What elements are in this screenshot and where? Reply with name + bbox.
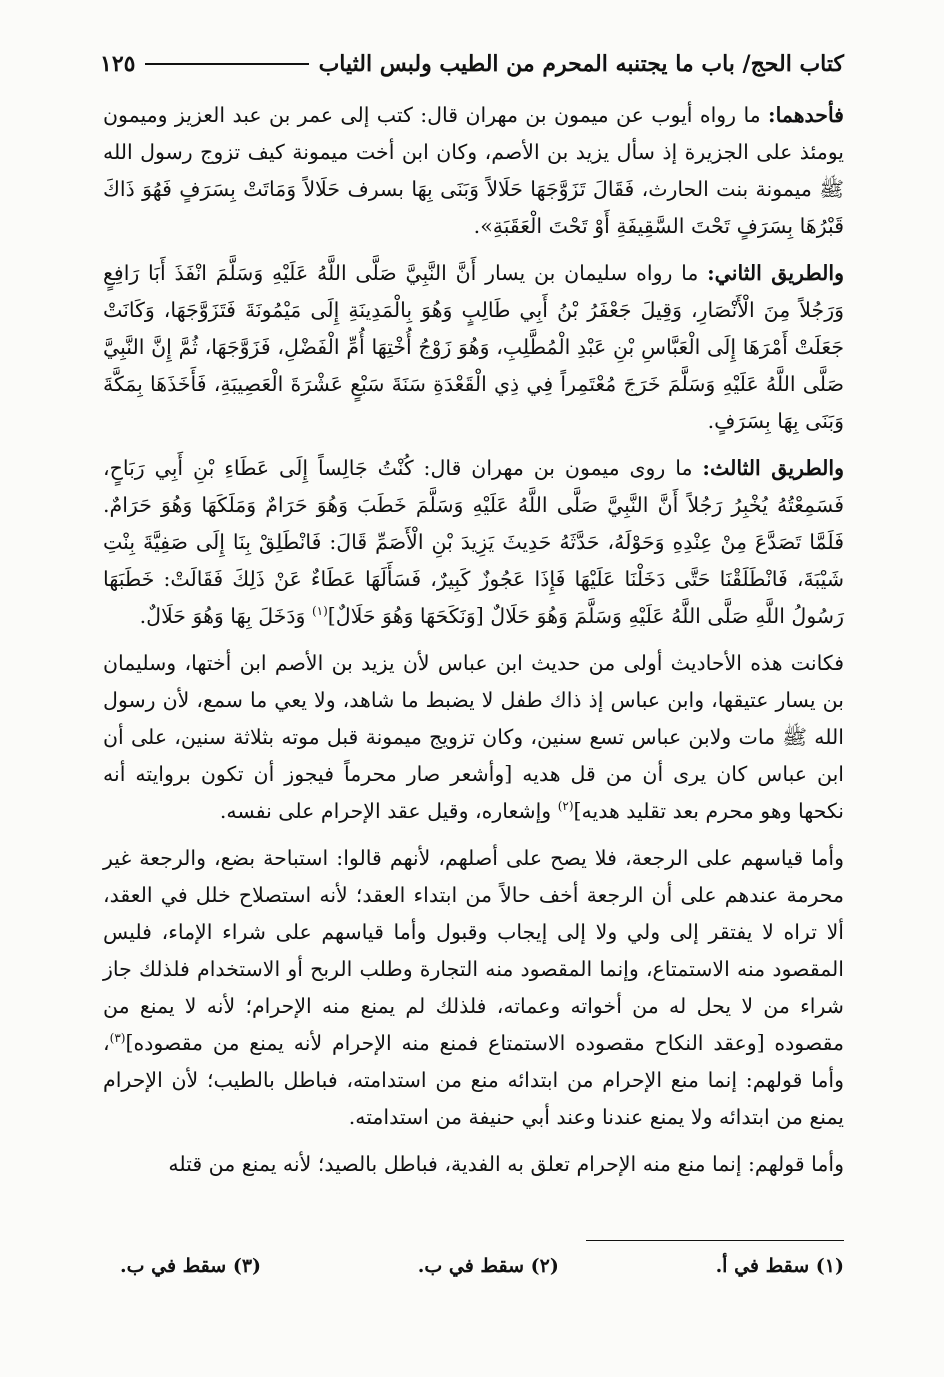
paragraph-second-route <box>103 255 844 440</box>
paragraph-text: ما رواه أيوب عن ميمون بن مهران قال: كتب إلى عمر بن عبد العزيز وميمون يومئذ على الجزيرة إذ سأل يزيد بن الأصم، وكان ابن أخت ميمونة كيف تزوج رسول الله ﷺ ميمونة بنت الحارث، فَقَالَ تَزَوَّجَهَا حَلَالاً وَبَنَى بِهَا بسرف حَلَالاً وَمَاتَتْ بِسَرَفٍ فَهُوَ ذَاكَ قَبْرُهَا بِسَرَفٍ تَحْتَ السَّقِيفَةِ أَوْ تَحْتَ الْعَقَبَةِ». <box>103 103 844 238</box>
paragraph-analogy <box>103 840 844 1136</box>
paragraph-preference <box>103 645 844 830</box>
footnotes <box>120 1255 844 1277</box>
page-number: ١٢٥ <box>100 51 136 77</box>
paragraph-first-route <box>103 97 844 245</box>
running-title: كتاب الحج/ باب ما يجتنبه المحرم من الطيب ولبس الثياب <box>318 51 844 77</box>
paragraph-text: فكانت هذه الأحاديث أولى من حديث ابن عباس لأن يزيد بن الأصم ابن أختها، وسليمان بن يسار عتيقها، وابن عباس إذ ذاك طفل لا يضبط ما شاهد، ولا يعي ما سمع، لأن رسول الله ﷺ مات ولابن عباس تسع سنين، وكان تزويج ميمونة قبل موته بثلاثة سنين، على أن ابن عباس كان يرى أن من قل هديه [وأشعر صار محرماً فيجوز أن تكون بروايته أنه نكحها وهو محرم بعد تقليد هديه] <box>103 651 844 823</box>
paragraph-lead: والطريق الثالث: <box>702 456 844 480</box>
paragraph-text: وأما قولهم: إنما منع منه الإحرام تعلق به الفدية، فباطل بالصيد؛ لأنه يمنع من قتله <box>168 1152 844 1176</box>
paragraph-tail: ، وأما قولهم: إنما منع الإحرام من ابتدائه منع من استدامته، فباطل بالطيب؛ لأن الإحرام يمنع من ابتدائه ولا يمنع عندنا وعند أبي حنيفة من استدامته. <box>103 1031 844 1129</box>
paragraph-text: ما روى ميمون بن مهران قال: كُنْتُ جَالِساً إِلَى عَطَاءِ بْنِ أَبِي رَبَاحٍ، فَسَمِعْتُهُ يُخْبِرُ رَجُلاً أَنَّ النَّبِيَّ صَلَّى اللَّهُ عَلَيْهِ وَسَلَّمَ خَطَبَ وَهُوَ حَرَامٌ وَمَلَكَهَا وَهُوَ حَرَامٌ. فَلَمَّا تَصَدَّعَ مِنْ عِنْدِهِ وَحَوْلَهُ، حَدَّثَهُ حَدِيثَ يَزِيدَ بْنِ الْأَصَمِّ قَالَ: فَانْطَلِقْ بِنَا إِلَى صَفِيَّةَ بِنْتِ شَيْبَةَ، فَانْطَلَقْنَا حَتَّى دَخَلْنَا عَلَيْهَا فَإِذَا عَجُوزٌ كَبِيرٌ، فَسَأَلَهَا عَطَاءٌ عَنْ ذَلِكَ فَقَالَتْ: خَطَبَهَا رَسُولُ اللَّهِ صَلَّى اللَّهُ عَلَيْهِ وَسَلَّمَ وَهُوَ حَلَالٌ [وَنَكَحَهَا وَهُوَ حَلَالٌ] <box>103 456 844 628</box>
paragraph-text: ما رواه سليمان بن يسار أَنَّ النَّبِيَّ صَلَّى اللَّهُ عَلَيْهِ وَسَلَّمَ انْفَذَ أَبَا رَافِعٍ وَرَجُلاً مِنَ الْأَنْصَارِ، وَقِيلَ جَعْفَرُ بْنُ أَبِي طَالِبٍ وَهُوَ بِالْمَدِينَةِ إِلَى مَيْمُونَةَ فَتَزَوَّجَهَا، وَكَانَتْ جَعَلَتْ أَمْرَهَا إِلَى الْعَبَّاسِ بْنِ عَبْدِ الْمُطَّلِبِ، وَهُوَ زَوْجُ أُخْتِهَا أُمِّ الْفَضْلِ، فَزَوَّجَهَا، ثُمَّ إِنَّ النَّبِيَّ صَلَّى اللَّهُ عَلَيْهِ وَسَلَّمَ خَرَجَ مُعْتَمِراً فِي ذِي الْقَعْدَةِ سَنَةَ سَبْعٍ عَشْرَةَ الْعَصِيبَةِ، فَأَخَذَهَا بِمَكَّةَ وَبَنَى بِهَا بِسَرَفٍ. <box>103 261 844 433</box>
paragraph-hunting <box>103 1146 844 1183</box>
footnote-ref: (٢) <box>557 799 574 814</box>
paragraph-lead: والطريق الثاني: <box>707 261 844 285</box>
footnote: (١) سقط في أ. <box>715 1255 844 1277</box>
body-text <box>103 97 844 1193</box>
page-header <box>100 44 844 84</box>
footnote: (٢) سقط في ب. <box>417 1255 559 1277</box>
paragraph-tail: وَدَخَلَ بِهَا وَهُوَ حَلَالٌ. <box>139 604 312 628</box>
paragraph-tail: وإشعاره، وقيل عقد الإحرام على نفسه. <box>219 799 558 823</box>
header-rule <box>145 63 308 65</box>
footnote-ref: (١) <box>311 604 328 619</box>
footnote-ref: (٣) <box>109 1031 126 1046</box>
paragraph-text: وأما قياسهم على الرجعة، فلا يصح على أصلهم، لأنهم قالوا: استباحة بضع، والرجعة غير محرمة عندهم على أن الرجعة أخف حالاً من ابتداء العقد؛ لأنه استصلاح خلل في العقد، ألا تراه لا يفتقر إلى ولي ولا إلى إيجاب وقبول وأما قياسهم على شراء الإماء، فليس المقصود منه الاستمتاع، وإنما المقصود منه التجارة وطلب الربح أو الاستخدام فلذلك جاز شراء من لا يحل له من أخواته وعماته، فلذلك لم يمنع منه الإحرام؛ لأنه لا يمنع من مقصوده [وعقد النكاح مقصوده الاستمتاع فمنع منه الإحرام لأنه يمنع من مقصوده] <box>103 846 844 1055</box>
paragraph-lead: فأحدهما: <box>768 103 844 127</box>
footnote-rule <box>586 1240 844 1241</box>
paragraph-third-route <box>103 450 844 635</box>
footnote: (٣) سقط في ب. <box>120 1255 262 1277</box>
